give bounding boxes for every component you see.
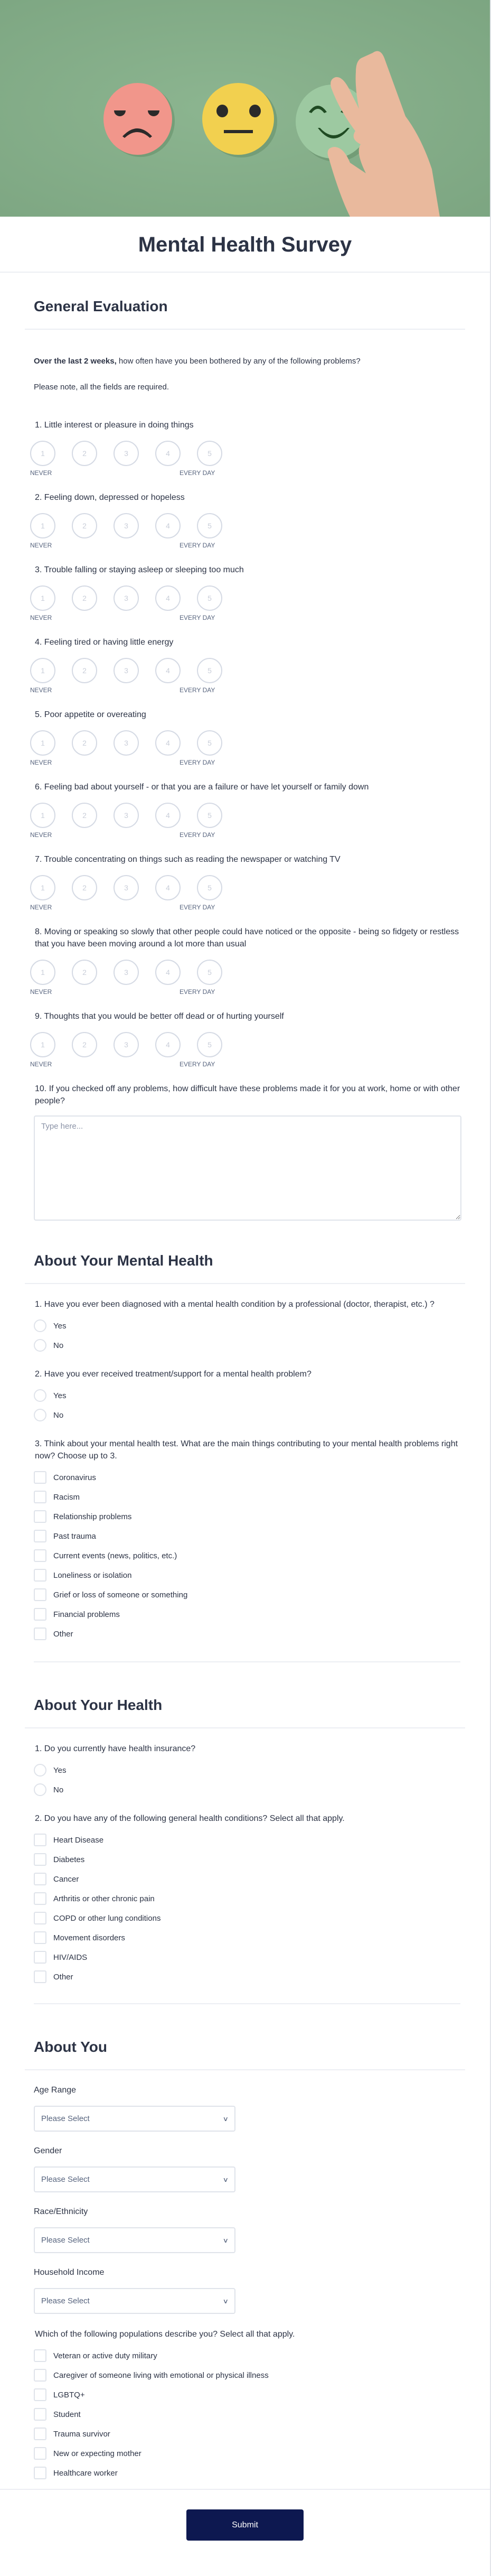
dropdown-value: Please Select (41, 2114, 90, 2123)
rating-option-2[interactable]: 2 (72, 730, 97, 756)
rating-option-4[interactable]: 4 (155, 658, 181, 683)
rating-option-4[interactable]: 4 (155, 441, 181, 466)
rating-option-1[interactable]: 1 (30, 730, 55, 756)
scale-high-label: EVERY DAY (180, 686, 215, 694)
option-label: Other (53, 1972, 73, 1982)
options-list (34, 1471, 460, 1640)
checkbox[interactable] (34, 1608, 46, 1621)
question-label: 2. Have you ever received treatment/support for a mental health problem? (35, 1370, 311, 1379)
checkbox-option[interactable] (34, 1569, 460, 1582)
scale-low-label: NEVER (30, 1061, 52, 1068)
scale-question (30, 1010, 460, 1068)
radio-option[interactable] (34, 1764, 460, 1777)
checkbox[interactable] (34, 1530, 46, 1542)
checkbox[interactable] (34, 1510, 46, 1523)
option-label: Arthritis or other chronic pain (53, 1894, 155, 1903)
checkbox-option[interactable] (34, 2467, 460, 2479)
option-label: Yes (53, 1391, 67, 1400)
scale-question (30, 926, 460, 996)
required-note: Please note, all the fields are required. (34, 383, 169, 392)
rating-option-4[interactable]: 4 (155, 960, 181, 985)
radio-button[interactable] (34, 1389, 46, 1402)
field-label: Gender (34, 2146, 62, 2155)
rating-scale (30, 585, 460, 611)
rating-option-1[interactable]: 1 (30, 513, 55, 538)
scale-low-label: NEVER (30, 469, 52, 477)
select-field (34, 2085, 460, 2132)
rating-option-5[interactable]: 5 (197, 585, 222, 611)
scale-labels (30, 469, 220, 477)
scale-low-label: NEVER (30, 988, 52, 996)
checkbox-option[interactable] (34, 1834, 460, 1846)
rating-option-3[interactable]: 3 (114, 585, 139, 611)
question-label: 9. Thoughts that you would be better off dead or of hurting yourself (35, 1012, 284, 1021)
section-header-mental-health (25, 1227, 465, 1284)
select-field (34, 2206, 460, 2253)
radio-button[interactable] (34, 1764, 46, 1777)
radio-button[interactable] (34, 1319, 46, 1332)
question-label: 5. Poor appetite or overeating (35, 710, 146, 719)
checkbox-option[interactable] (34, 1912, 460, 1924)
scale-low-label: NEVER (30, 686, 52, 694)
checkbox[interactable] (34, 2428, 46, 2440)
rating-option-2[interactable]: 2 (72, 441, 97, 466)
checkbox[interactable] (34, 1931, 46, 1944)
scale-low-label: NEVER (30, 542, 52, 549)
rating-option-3[interactable]: 3 (114, 730, 139, 756)
checkbox[interactable] (34, 1912, 46, 1924)
rating-option-3[interactable]: 3 (114, 513, 139, 538)
option-label: Diabetes (53, 1855, 85, 1864)
scale-labels (30, 686, 220, 694)
rating-option-2[interactable]: 2 (72, 803, 97, 828)
rating-option-5[interactable]: 5 (197, 441, 222, 466)
option-label: Other (53, 1629, 73, 1639)
about-you-section (0, 2085, 490, 2479)
dropdown-value: Please Select (41, 2175, 90, 2184)
options-list (34, 1764, 460, 1796)
question-label: 1. Have you ever been diagnosed with a mental health condition by a professional (doctor, therapist, etc.) ? (35, 1300, 435, 1309)
checkbox[interactable] (34, 1834, 46, 1846)
rating-option-1[interactable]: 1 (30, 1032, 55, 1057)
option-label: Veteran or active duty military (53, 2351, 157, 2360)
radio-button[interactable] (34, 1409, 46, 1421)
question-label: 6. Feeling bad about yourself - or that you are a failure or have let yourself or family down (35, 783, 369, 792)
dropdown-race-ethnicity[interactable] (34, 2227, 235, 2253)
rating-scale (30, 441, 460, 466)
option-label: New or expecting mother (53, 2449, 141, 2458)
scale-high-label: EVERY DAY (180, 542, 215, 549)
scale-question (30, 419, 460, 477)
hero-image (0, 0, 490, 217)
section-title: About You (34, 2039, 107, 2055)
option-label: Racism (53, 1492, 80, 1502)
checkbox-option[interactable] (34, 1970, 460, 1983)
question-label: 7. Trouble concentrating on things such as reading the newspaper or watching TV (35, 855, 341, 864)
rating-option-4[interactable]: 4 (155, 875, 181, 900)
rating-option-5[interactable]: 5 (197, 803, 222, 828)
dropdown-value: Please Select (41, 2296, 90, 2305)
rating-option-4[interactable]: 4 (155, 730, 181, 756)
field-label: Household Income (34, 2268, 105, 2277)
scale-labels (30, 542, 220, 549)
checkbox-option[interactable] (34, 1549, 460, 1562)
section-header-health (25, 1671, 465, 1728)
rating-option-4[interactable]: 4 (155, 513, 181, 538)
rating-option-3[interactable]: 3 (114, 960, 139, 985)
checkbox-option[interactable] (34, 1491, 460, 1503)
field-label: Race/Ethnicity (34, 2207, 88, 2216)
chevron-down-icon: ∨ (222, 2115, 229, 2123)
checkbox[interactable] (34, 1970, 46, 1983)
options-list (34, 1834, 460, 1983)
scale-question (30, 709, 460, 766)
checkbox-option[interactable] (34, 1510, 460, 1523)
rating-scale (30, 875, 460, 900)
rating-scale (30, 658, 460, 683)
checkbox[interactable] (34, 1873, 46, 1885)
checkbox[interactable] (34, 2369, 46, 2382)
submit-area (0, 2490, 490, 2541)
rating-option-1[interactable]: 1 (30, 441, 55, 466)
checkbox-question (34, 1812, 460, 1983)
title-block (0, 217, 490, 273)
option-label: Yes (53, 1765, 67, 1775)
question-label: 3. Think about your mental health test. What are the main things contributing to your mental health problems right now? Choose up to 3. (35, 1439, 458, 1461)
scale-high-label: EVERY DAY (180, 904, 215, 911)
question-label: 8. Moving or speaking so slowly that other people could have noticed or the opposite - being so fidgety or restless that you have been moving around a lot more than usual (35, 927, 459, 948)
question-10 (34, 1083, 460, 1221)
option-label: Movement disorders (53, 1933, 125, 1942)
checkbox-option[interactable] (34, 2349, 460, 2362)
option-label: Coronavirus (53, 1473, 96, 1482)
rating-scale (30, 730, 460, 756)
checkbox[interactable] (34, 1892, 46, 1905)
option-label: Trauma survivor (53, 2429, 110, 2439)
checkbox-option[interactable] (34, 1628, 460, 1640)
scale-low-label: NEVER (30, 759, 52, 766)
checkbox-option[interactable] (34, 1873, 460, 1885)
dropdown-age-range[interactable] (34, 2106, 235, 2132)
radio-question (34, 1298, 460, 1352)
rating-option-4[interactable]: 4 (155, 1032, 181, 1057)
difficulty-textarea[interactable] (34, 1115, 461, 1221)
checkbox-question (34, 2328, 460, 2479)
option-label: Loneliness or isolation (53, 1570, 132, 1580)
section-header-about-you (25, 2013, 465, 2070)
checkbox[interactable] (34, 1628, 46, 1640)
option-label: HIV/AIDS (53, 1952, 88, 1962)
radio-option[interactable] (34, 1783, 460, 1796)
rating-option-2[interactable]: 2 (72, 1032, 97, 1057)
checkbox[interactable] (34, 2408, 46, 2421)
question-label: 2. Feeling down, depressed or hopeless (35, 493, 185, 502)
option-label: No (53, 1341, 64, 1350)
rating-option-2[interactable]: 2 (72, 875, 97, 900)
health-section (0, 1743, 490, 1983)
scale-labels (30, 904, 220, 911)
rating-option-5[interactable]: 5 (197, 1032, 222, 1057)
rating-option-2[interactable]: 2 (72, 585, 97, 611)
checkbox-option[interactable] (34, 1853, 460, 1866)
chevron-down-icon: ∨ (222, 2297, 229, 2305)
checkbox-option[interactable] (34, 1951, 460, 1964)
scale-question (30, 636, 460, 694)
scale-low-label: NEVER (30, 831, 52, 839)
intro-bold: Over the last 2 weeks, (34, 357, 117, 366)
scale-labels (30, 1061, 220, 1068)
option-label: No (53, 1410, 64, 1420)
scale-high-label: EVERY DAY (180, 614, 215, 621)
options-list (34, 1389, 460, 1421)
checkbox[interactable] (34, 2447, 46, 2460)
scale-high-label: EVERY DAY (180, 831, 215, 839)
scale-labels (30, 831, 220, 839)
checkbox[interactable] (34, 2388, 46, 2401)
intro-text (34, 356, 460, 367)
scale-high-label: EVERY DAY (180, 469, 215, 477)
option-label: Student (53, 2410, 81, 2419)
rating-option-4[interactable]: 4 (155, 803, 181, 828)
question-label: 3. Trouble falling or staying asleep or sleeping too much (35, 565, 244, 574)
option-label: No (53, 1785, 64, 1794)
radio-question (34, 1368, 460, 1421)
radio-question (34, 1743, 460, 1796)
rating-scale (30, 1032, 460, 1057)
checkbox[interactable] (34, 2467, 46, 2479)
section-title: General Evaluation (34, 298, 168, 314)
rating-option-1[interactable]: 1 (30, 803, 55, 828)
rating-option-2[interactable]: 2 (72, 658, 97, 683)
checkbox[interactable] (34, 1951, 46, 1964)
section-title: About Your Health (34, 1697, 163, 1713)
scale-high-label: EVERY DAY (180, 1061, 215, 1068)
checkbox[interactable] (34, 1853, 46, 1866)
general-section (0, 356, 490, 1221)
checkbox-option[interactable] (34, 1530, 460, 1542)
dropdown-value: Please Select (41, 2236, 90, 2245)
scale-question-list (30, 419, 460, 1068)
option-label: Relationship problems (53, 1512, 132, 1521)
option-label: Yes (53, 1321, 67, 1331)
divider (34, 1661, 460, 1662)
rating-scale (30, 960, 460, 985)
dropdown-gender[interactable] (34, 2166, 235, 2192)
rating-scale (30, 803, 460, 828)
checkbox-option[interactable] (34, 2408, 460, 2421)
option-label: COPD or other lung conditions (53, 1913, 161, 1923)
rating-option-5[interactable]: 5 (197, 513, 222, 538)
option-label: Past trauma (53, 1531, 96, 1541)
radio-option[interactable] (34, 1339, 460, 1352)
checkbox-option[interactable] (34, 2428, 460, 2440)
chevron-down-icon: ∨ (222, 2236, 229, 2244)
checkbox[interactable] (34, 1569, 46, 1582)
page-title: Mental Health Survey (138, 233, 352, 256)
checkbox-option[interactable] (34, 2369, 460, 2382)
submit-button[interactable]: Submit (186, 2509, 304, 2541)
scale-high-label: EVERY DAY (180, 988, 215, 996)
scale-question (30, 491, 460, 549)
section-header-general (25, 273, 465, 330)
scale-labels (30, 988, 220, 996)
divider (34, 2003, 460, 2004)
checkbox-option[interactable] (34, 2447, 460, 2460)
rating-option-2[interactable]: 2 (72, 960, 97, 985)
options-list (34, 2349, 460, 2479)
radio-option[interactable] (34, 1409, 460, 1421)
option-label: Current events (news, politics, etc.) (53, 1551, 177, 1560)
field-label: Age Range (34, 2086, 77, 2095)
rating-option-5[interactable]: 5 (197, 875, 222, 900)
scale-low-label: NEVER (30, 904, 52, 911)
rating-option-3[interactable]: 3 (114, 441, 139, 466)
rating-option-5[interactable]: 5 (197, 960, 222, 985)
select-field (34, 2267, 460, 2314)
rating-option-3[interactable]: 3 (114, 658, 139, 683)
checkbox-option[interactable] (34, 1471, 460, 1484)
rating-scale (30, 513, 460, 538)
radio-option[interactable] (34, 1389, 460, 1402)
radio-button[interactable] (34, 1783, 46, 1796)
radio-option[interactable] (34, 1319, 460, 1332)
select-field (34, 2145, 460, 2192)
scale-labels (30, 759, 220, 766)
intro-rest: how often have you been bothered by any of the following problems? (116, 357, 361, 366)
option-label: Cancer (53, 1874, 79, 1884)
question-label: Which of the following populations describe you? Select all that apply. (35, 2330, 295, 2339)
rating-option-1[interactable]: 1 (30, 585, 55, 611)
option-label: Grief or loss of someone or something (53, 1590, 188, 1599)
rating-option-5[interactable]: 5 (197, 658, 222, 683)
checkbox[interactable] (34, 1549, 46, 1562)
scale-question (30, 564, 460, 621)
rating-option-1[interactable]: 1 (30, 875, 55, 900)
option-label: Healthcare worker (53, 2468, 118, 2478)
rating-option-3[interactable]: 3 (114, 1032, 139, 1057)
question-label: 1. Little interest or pleasure in doing things (35, 421, 194, 430)
rating-option-3[interactable]: 3 (114, 803, 139, 828)
option-label: Caregiver of someone living with emotional or physical illness (53, 2370, 269, 2380)
mental-health-section (0, 1298, 490, 1640)
option-label: Heart Disease (53, 1835, 104, 1845)
scale-question (30, 781, 460, 839)
scale-high-label: EVERY DAY (180, 759, 215, 766)
radio-button[interactable] (34, 1339, 46, 1352)
scale-question (30, 853, 460, 911)
question-label: 1. Do you currently have health insurance? (35, 1744, 196, 1753)
rating-option-3[interactable]: 3 (114, 875, 139, 900)
checkbox-question (34, 1438, 460, 1640)
section-title: About Your Mental Health (34, 1252, 213, 1269)
rating-option-4[interactable]: 4 (155, 585, 181, 611)
option-label: LGBTQ+ (53, 2390, 85, 2400)
dropdown-household-income[interactable] (34, 2288, 235, 2314)
options-list (34, 1319, 460, 1352)
checkbox[interactable] (34, 1588, 46, 1601)
question-label: 2. Do you have any of the following general health conditions? Select all that apply. (35, 1814, 345, 1823)
scale-low-label: NEVER (30, 614, 52, 621)
checkbox-option[interactable] (34, 1931, 460, 1944)
scale-labels (30, 614, 220, 621)
chevron-down-icon: ∨ (222, 2175, 229, 2183)
rating-option-5[interactable]: 5 (197, 730, 222, 756)
rating-option-1[interactable]: 1 (30, 960, 55, 985)
checkbox-option[interactable] (34, 1892, 460, 1905)
checkbox-option[interactable] (34, 1608, 460, 1621)
checkbox[interactable] (34, 2349, 46, 2362)
rating-option-1[interactable]: 1 (30, 658, 55, 683)
question-label: 4. Feeling tired or having little energy (35, 638, 174, 647)
checkbox-option[interactable] (34, 2388, 460, 2401)
checkbox[interactable] (34, 1491, 46, 1503)
question-label: 10. If you checked off any problems, how difficult have these problems made it for you at work, home or with other people? (35, 1084, 460, 1105)
rating-option-2[interactable]: 2 (72, 513, 97, 538)
checkbox[interactable] (34, 1471, 46, 1484)
checkbox-option[interactable] (34, 1588, 460, 1601)
option-label: Financial problems (53, 1610, 120, 1619)
